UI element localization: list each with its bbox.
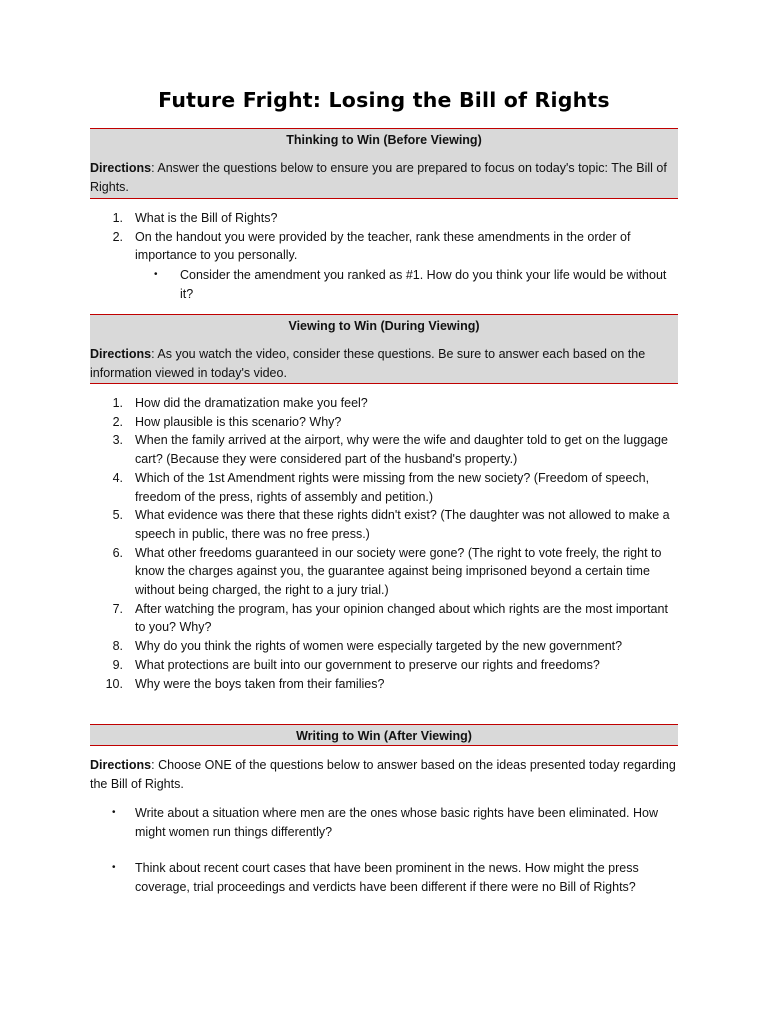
section-heading: Thinking to Win (Before Viewing) bbox=[286, 133, 482, 147]
section-directions bbox=[90, 345, 678, 382]
list-item: 9. What protections are built into our government to preserve our rights and freedoms? bbox=[112, 657, 600, 672]
list-item: 6. What other freedoms guaranteed in our society were gone? (The right to vote freely, the right to know the charges against you, the guarantee against being imprisoned beyond a certain time without being charged, the right to a jury trial.) bbox=[112, 545, 662, 598]
section-heading: Writing to Win (After Viewing) bbox=[296, 729, 472, 743]
list-item: 10. Why were the boys taken from their families? bbox=[105, 676, 385, 691]
list-item: 2. How plausible is this scenario? Why? bbox=[112, 414, 342, 429]
directions-text: : Choose ONE of the questions below to answer based on the ideas presented today regarding the Bill of Rights. bbox=[90, 758, 676, 791]
directions-text: : Answer the questions below to ensure you are prepared to focus on today's topic: The Bill of Rights. bbox=[90, 161, 667, 194]
before-viewing-subquestions bbox=[90, 266, 678, 303]
list-item: 2. On the handout you were provided by the teacher, rank these amendments in the order of importance to you personally. bbox=[112, 229, 631, 263]
list-item: • Consider the amendment you ranked as #1. How do you think your life would be without it? bbox=[154, 268, 667, 301]
page-title: Future Fright: Losing the Bill of Rights bbox=[158, 88, 610, 112]
directions-text: : As you watch the video, consider these questions. Be sure to answer each based on the information viewed in today's video. bbox=[90, 347, 646, 380]
section-directions bbox=[90, 159, 678, 196]
list-item: • Write about a situation where men are the ones whose basic rights have been eliminated. How might women run things differently? bbox=[112, 806, 658, 839]
list-item: 7. After watching the program, has your opinion changed about which rights are the most important to you? Why? bbox=[112, 601, 668, 635]
list-item: 4. Which of the 1st Amendment rights were missing from the new society? (Freedom of speech, freedom of the press, rights of assembly and petition.) bbox=[112, 470, 650, 504]
list-item: 5. What evidence was there that these rights didn't exist? (The daughter was not allowed to make a speech in public, there was no free press.) bbox=[112, 508, 670, 541]
list-item: 3. When the family arrived at the airport, why were the wife and daughter told to get on the luggage cart? (Because they were considered part of the husband's property.) bbox=[112, 433, 668, 467]
list-item: 1. How did the dramatization make you feel? bbox=[112, 396, 368, 410]
list-item: 8. Why do you think the rights of women were especially targeted by the new government? bbox=[112, 639, 623, 654]
section-heading: Viewing to Win (During Viewing) bbox=[288, 319, 480, 333]
directions-label: Directions bbox=[90, 758, 152, 772]
before-viewing-questions bbox=[90, 209, 678, 265]
section-after-viewing bbox=[90, 724, 678, 746]
during-viewing-questions bbox=[90, 394, 678, 693]
directions-label: Directions bbox=[90, 161, 152, 175]
after-viewing-prompts bbox=[90, 804, 678, 915]
section-before-viewing bbox=[90, 128, 678, 199]
directions-label: Directions bbox=[90, 347, 152, 361]
section-directions bbox=[90, 756, 678, 793]
list-item: 1. What is the Bill of Rights? bbox=[112, 211, 278, 225]
section-during-viewing bbox=[90, 314, 678, 384]
list-item: • Think about recent court cases that have been prominent in the news. How might the press coverage, trial proceedings and verdicts have been different if there were no Bill of Rights? bbox=[112, 861, 639, 895]
